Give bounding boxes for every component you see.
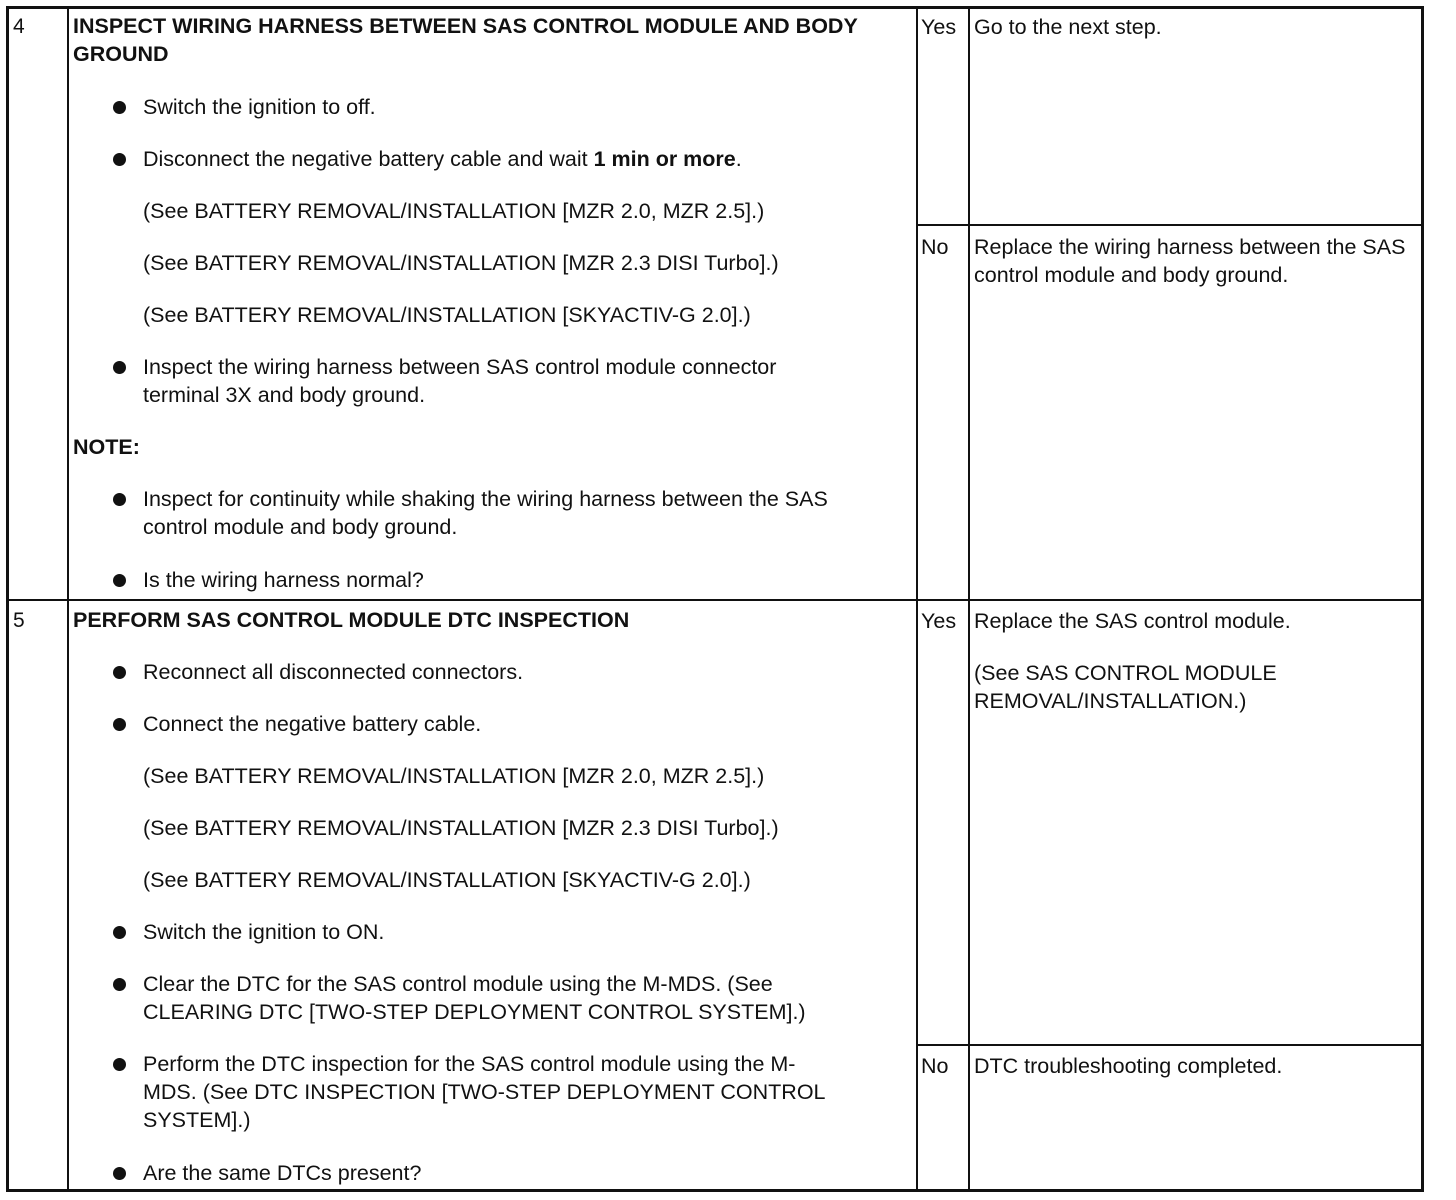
- list-item: Clear the DTC for the SAS control module using the M-MDS. (See CLEARING DTC [TWO-STEP DEPLOYMENT CONTROL SYSTEM].): [73, 970, 883, 1026]
- bullet-icon: [113, 493, 126, 506]
- bullet-icon: [113, 978, 126, 991]
- cross-reference: (See BATTERY REMOVAL/INSTALLATION [SKYACTIV-G 2.0].): [143, 868, 751, 892]
- step-number: 5: [13, 609, 25, 632]
- list-item: Switch the ignition to ON.: [73, 918, 903, 946]
- emphasis: 1 min or more: [593, 147, 736, 171]
- list-item: Are the same DTCs present?: [73, 1159, 903, 1187]
- step-5-procedure: [73, 603, 903, 1191]
- list-item: Inspect the wiring harness between SAS control module connector terminal 3X and body ground.: [73, 353, 843, 409]
- yes-label: Yes: [921, 609, 957, 633]
- yes-no-divider: [916, 1044, 1421, 1046]
- list-item: Reconnect all disconnected connectors.: [73, 658, 903, 686]
- step-4-procedure: [73, 9, 903, 597]
- bullet-icon: [113, 1167, 126, 1180]
- list-item: Connect the negative battery cable.: [73, 710, 903, 738]
- troubleshooting-table: [6, 6, 1424, 1192]
- yes-label: Yes: [921, 15, 957, 39]
- row-divider: [9, 599, 1421, 601]
- bullet-icon: [113, 101, 126, 114]
- step-title: INSPECT WIRING HARNESS BETWEEN SAS CONTROL MODULE AND BODY GROUND: [73, 14, 858, 66]
- yes-no-divider: [916, 224, 1421, 226]
- cross-reference: (See BATTERY REMOVAL/INSTALLATION [MZR 2.0, MZR 2.5].): [143, 764, 765, 788]
- no-action: Replace the wiring harness between the SAS control module and body ground.: [974, 235, 1406, 287]
- cross-reference: (See BATTERY REMOVAL/INSTALLATION [MZR 2.3 DISI Turbo].): [143, 251, 779, 275]
- no-label: No: [921, 235, 949, 259]
- no-action: DTC troubleshooting completed.: [974, 1054, 1283, 1078]
- step-number: 4: [13, 15, 25, 38]
- list-item: Perform the DTC inspection for the SAS control module using the M-MDS. (See DTC INSPECTION [TWO-STEP DEPLOYMENT CONTROL SYSTEM].): [73, 1050, 843, 1134]
- yes-action: Go to the next step.: [974, 15, 1162, 39]
- bullet-icon: [113, 574, 126, 587]
- yes-reference: (See SAS CONTROL MODULE REMOVAL/INSTALLATION.): [974, 661, 1277, 713]
- bullet-icon: [113, 1058, 126, 1071]
- bullet-icon: [113, 153, 126, 166]
- cross-reference: (See BATTERY REMOVAL/INSTALLATION [SKYACTIV-G 2.0].): [143, 303, 751, 327]
- cross-reference: (See BATTERY REMOVAL/INSTALLATION [MZR 2.0, MZR 2.5].): [143, 199, 765, 223]
- bullet-icon: [113, 666, 126, 679]
- step-title: PERFORM SAS CONTROL MODULE DTC INSPECTION: [73, 608, 630, 632]
- list-item: Is the wiring harness normal?: [73, 566, 903, 594]
- cross-reference: (See BATTERY REMOVAL/INSTALLATION [MZR 2.3 DISI Turbo].): [143, 816, 779, 840]
- list-item: Inspect for continuity while shaking the wiring harness between the SAS control module and body ground.: [73, 485, 853, 541]
- bullet-icon: [113, 361, 126, 374]
- bullet-icon: [113, 926, 126, 939]
- list-item: Disconnect the negative battery cable and wait 1 min or more.: [73, 145, 903, 173]
- note-label: NOTE:: [73, 435, 140, 459]
- yes-action: Replace the SAS control module.: [974, 609, 1291, 633]
- no-label: No: [921, 1054, 949, 1078]
- bullet-icon: [113, 718, 126, 731]
- list-item: Switch the ignition to off.: [73, 93, 903, 121]
